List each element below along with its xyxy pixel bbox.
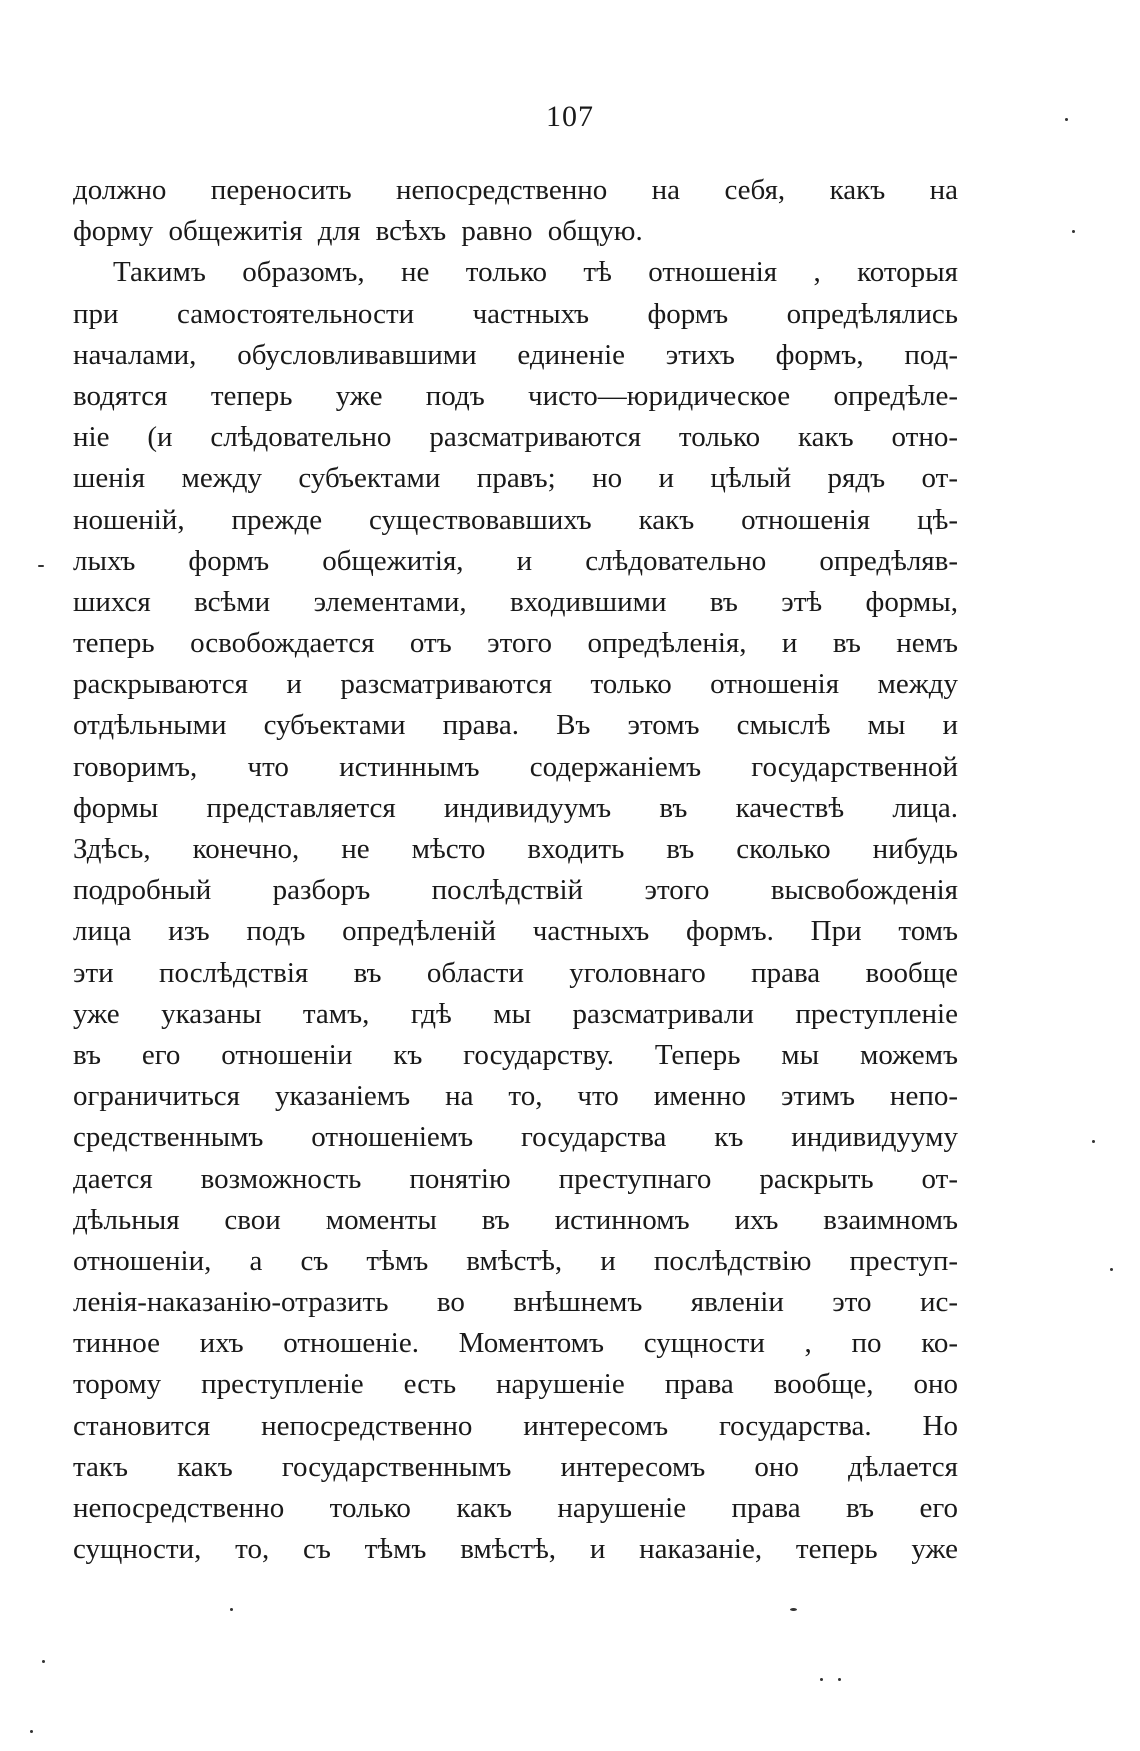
text-line: должно переносить непосредственно на себя, какъ на bbox=[73, 174, 958, 206]
text-line: отношеніи, а съ тѣмъ вмѣстѣ, и послѣдствію преступ- bbox=[73, 1244, 958, 1277]
scan-speck bbox=[820, 1678, 823, 1681]
text-line: ограничиться указаніемъ на то, что именно этимъ непо- bbox=[73, 1080, 958, 1113]
text-line: тинное ихъ отношеніе. Моментомъ сущности , по ко- bbox=[73, 1327, 958, 1360]
text-line: при самостоятельности частныхъ формъ опредѣлялись bbox=[73, 297, 958, 330]
text-line: говоримъ, что истиннымъ содержаніемъ государственной bbox=[73, 750, 958, 783]
text-line: лица изъ подъ опредѣленій частныхъ формъ. При томъ bbox=[73, 915, 958, 948]
scan-speck bbox=[38, 565, 44, 567]
page-number: 107 bbox=[546, 100, 594, 133]
text-line: такъ какъ государственнымъ интересомъ оно дѣлается bbox=[73, 1450, 958, 1483]
body-text bbox=[73, 170, 958, 1570]
text-line: формы представляется индивидуумъ въ качествѣ лица. bbox=[73, 791, 958, 824]
text-line: водятся теперь уже подъ чисто—юридическое опредѣле- bbox=[73, 379, 958, 412]
text-line: непосредственно только какъ нарушеніе права въ его bbox=[73, 1492, 958, 1524]
text-line: средственнымъ отношеніемъ государства къ индивидууму bbox=[73, 1121, 958, 1154]
text-line: раскрываются и разсматриваются только отношенія между bbox=[73, 668, 958, 701]
text-line: Здѣсь, конечно, не мѣсто входить въ сколько нибудь bbox=[73, 833, 958, 865]
text-line: началами, обусловливавшими единеніе этихъ формъ, под- bbox=[73, 338, 958, 371]
text-line: въ его отношеніи къ государству. Теперь мы можемъ bbox=[73, 1038, 958, 1071]
scan-speck bbox=[1092, 1140, 1095, 1143]
text-line: ленія-наказанію-отразить во внѣшнемъ явленіи это ис- bbox=[73, 1286, 958, 1319]
text-line: становится непосредственно интересомъ государства. Но bbox=[73, 1409, 958, 1442]
scan-speck bbox=[1072, 230, 1075, 233]
scan-speck bbox=[30, 1730, 33, 1733]
text-line: форму общежитія для всѣхъ равно общую. bbox=[73, 215, 643, 248]
text-line: торому преступленіе есть нарушеніе права вообще, оно bbox=[73, 1368, 958, 1401]
scan-speck bbox=[790, 1608, 797, 1611]
text-line: сущности, то, съ тѣмъ вмѣстѣ, и наказаніе, теперь уже bbox=[73, 1533, 958, 1566]
text-line: шихся всѣми элементами, входившими въ этѣ формы, bbox=[73, 585, 958, 618]
text-line: дѣльныя свои моменты въ истинномъ ихъ взаимномъ bbox=[73, 1203, 958, 1236]
text-line: ніе (и слѣдовательно разсматриваются только какъ отно- bbox=[73, 421, 958, 454]
text-line: лыхъ формъ общежитія, и слѣдовательно опредѣляв- bbox=[73, 544, 958, 577]
text-line: уже указаны тамъ, гдѣ мы разсматривали преступленіе bbox=[73, 997, 958, 1030]
text-line: теперь освобождается отъ этого опредѣленія, и въ немъ bbox=[73, 627, 958, 660]
text-line: Такимъ образомъ, не только тѣ отношенія , которыя bbox=[113, 256, 958, 289]
text-line: эти послѣдствія въ области уголовнаго права вообще bbox=[73, 956, 958, 989]
text-line: отдѣльными субъектами права. Въ этомъ смыслѣ мы и bbox=[73, 709, 958, 742]
text-line: шенія между субъектами правъ; но и цѣлый рядъ от- bbox=[73, 462, 958, 495]
scan-speck bbox=[1110, 1268, 1113, 1271]
scan-speck bbox=[1065, 118, 1068, 121]
scan-speck bbox=[230, 1608, 233, 1611]
text-line: дается возможность понятію преступнаго раскрыть от- bbox=[73, 1162, 958, 1195]
scan-speck bbox=[42, 1660, 45, 1663]
text-line: подробный разборъ послѣдствій этого высвобожденія bbox=[73, 874, 958, 907]
text-line: ношеній, прежде существовавшихъ какъ отношенія цѣ- bbox=[73, 503, 958, 536]
scan-speck bbox=[838, 1678, 841, 1681]
